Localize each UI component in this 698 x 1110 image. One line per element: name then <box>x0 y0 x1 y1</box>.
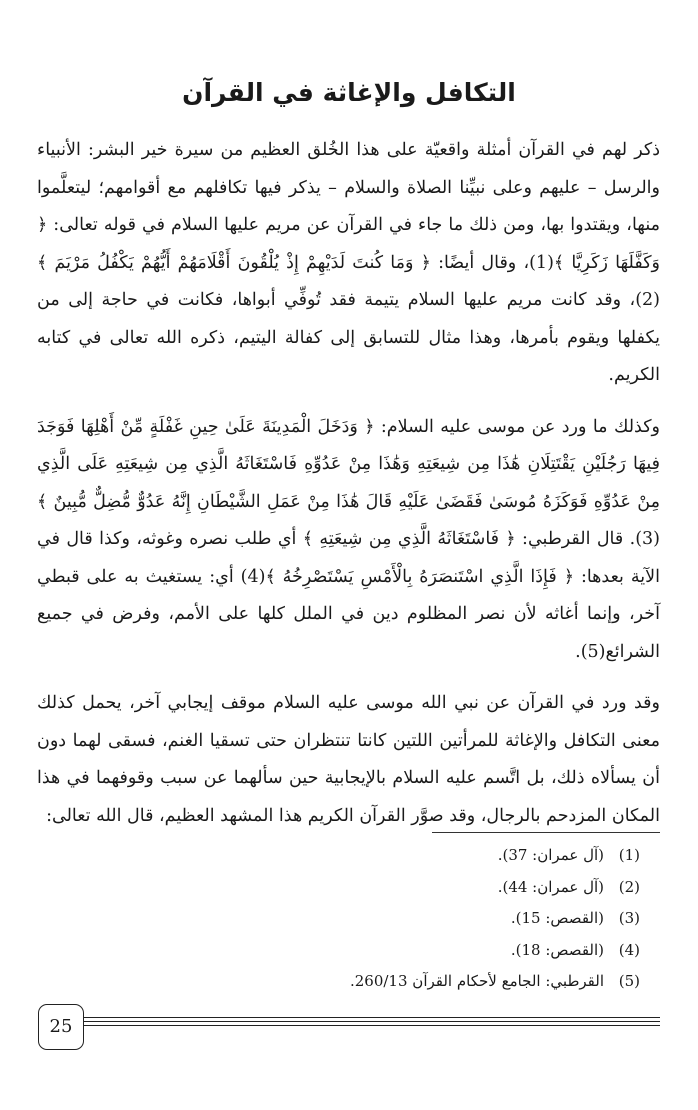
footnote-text: (آل عمران: 37). <box>497 846 604 864</box>
page-number: 25 <box>38 1004 84 1050</box>
footnote-number: (2) <box>618 877 640 896</box>
paragraph-1: ذكر لهم في القرآن أمثلة واقعيّة على هذا الخُلق العظيم من سيرة خير البشر: الأنبياء والرسل – عليهم وعلى نبيِّنا الصلاة والسلام – يذكر فيها تكافلهم مع أقوامهم؛ ليتعلَّموا منها، ويقتدوا بها، ومن ذلك ما جاء في القرآن عن مريم عليها السلام في قوله تعالى: ﴿ وَكَفَّلَهَا زَكَرِيَّا ﴾(1)، وقال أيضًا: ﴿ وَمَا كُنتَ لَدَيْهِمْ إِذْ يُلْقُونَ أَقْلَامَهُمْ أَيُّهُمْ يَكْفُلُ مَرْيَمَ ﴾(2)، وقد كانت مريم عليها السلام يتيمة فقد تُوفِّي أبواها، فكانت في حاجة إلى من يكفلها ويقوم بأمرها، وهذا مثال للتسابق إلى كفالة اليتيم، ذكره الله تعالى في كتابه الكريم. <box>37 140 660 385</box>
footnote <box>80 903 640 935</box>
paragraph-2: وكذلك ما ورد عن موسى عليه السلام: ﴿ وَدَخَلَ الْمَدِينَةَ عَلَىٰ حِينِ غَفْلَةٍ مِّنْ أَهْلِهَا فَوَجَدَ فِيهَا رَجُلَيْنِ يَقْتَتِلَانِ هَٰذَا مِن شِيعَتِهِ وَهَٰذَا مِنْ عَدُوِّهِ فَاسْتَغَاثَهُ الَّذِي مِن شِيعَتِهِ عَلَى الَّذِي مِنْ عَدُوِّهِ فَوَكَزَهُ مُوسَىٰ فَقَضَىٰ عَلَيْهِ قَالَ هَٰذَا مِنْ عَمَلِ الشَّيْطَانِ إِنَّهُ عَدُوٌّ مُّضِلٌّ مُّبِينٌ ﴾(3). قال القرطبي: ﴿ فَاسْتَغَاثَهُ الَّذِي مِن شِيعَتِهِ ﴾ أي طلب نصره وغوثه، وكذا قال في الآية بعدها: ﴿ فَإِذَا الَّذِي اسْتَنصَرَهُ بِالْأَمْسِ يَسْتَصْرِخُهُ ﴾(4) أي: يستغيث به على قبطي آخر، وإنما أغاثه لأن نصر المظلوم دين في الملل كلها على الأمم، وفرض في جميع الشرائع(5). <box>37 416 660 662</box>
footnote-text: (آل عمران: 44). <box>497 877 604 896</box>
footnote-number: (1) <box>618 846 640 864</box>
footer-rule <box>84 1017 660 1018</box>
footer-rule <box>84 1025 660 1026</box>
footnote-number: (3) <box>618 909 640 927</box>
footer-rule <box>84 1021 660 1022</box>
footnote <box>80 935 640 967</box>
footnote <box>80 840 640 872</box>
footnotes <box>80 840 640 998</box>
paragraph-3: وقد ورد في القرآن عن نبي الله موسى عليه السلام موقف إيجابي آخر، يحمل كذلك معنى التكافل والإغاثة للمرأتين اللتين كانتا تنتظران حتى تسقيا الغنم، فسقى لهما دون أن يسألاه ذلك، بل اتَّسم عليه السلام بالإيجابية حين سألهما عن سبب وقوفهما في هذا المكان المزدحم بالرجال، وقد صوَّر القرآن الكريم هذا المشهد العظيم، قال الله تعالى: <box>37 693 660 826</box>
footnote-number: (4) <box>618 940 640 959</box>
body-text <box>37 132 660 849</box>
footnote <box>80 872 640 904</box>
footnote-text: (القصص: 15). <box>510 909 604 927</box>
footnote-text: القرطبي: الجامع لأحكام القرآن 260/13. <box>349 972 604 990</box>
page-title: التكافل والإغاثة في القرآن <box>182 78 516 107</box>
footnote-number: (5) <box>618 972 640 990</box>
footnote-text: (القصص: 18). <box>510 940 604 959</box>
footnote-separator <box>432 832 660 833</box>
footnote <box>80 966 640 998</box>
